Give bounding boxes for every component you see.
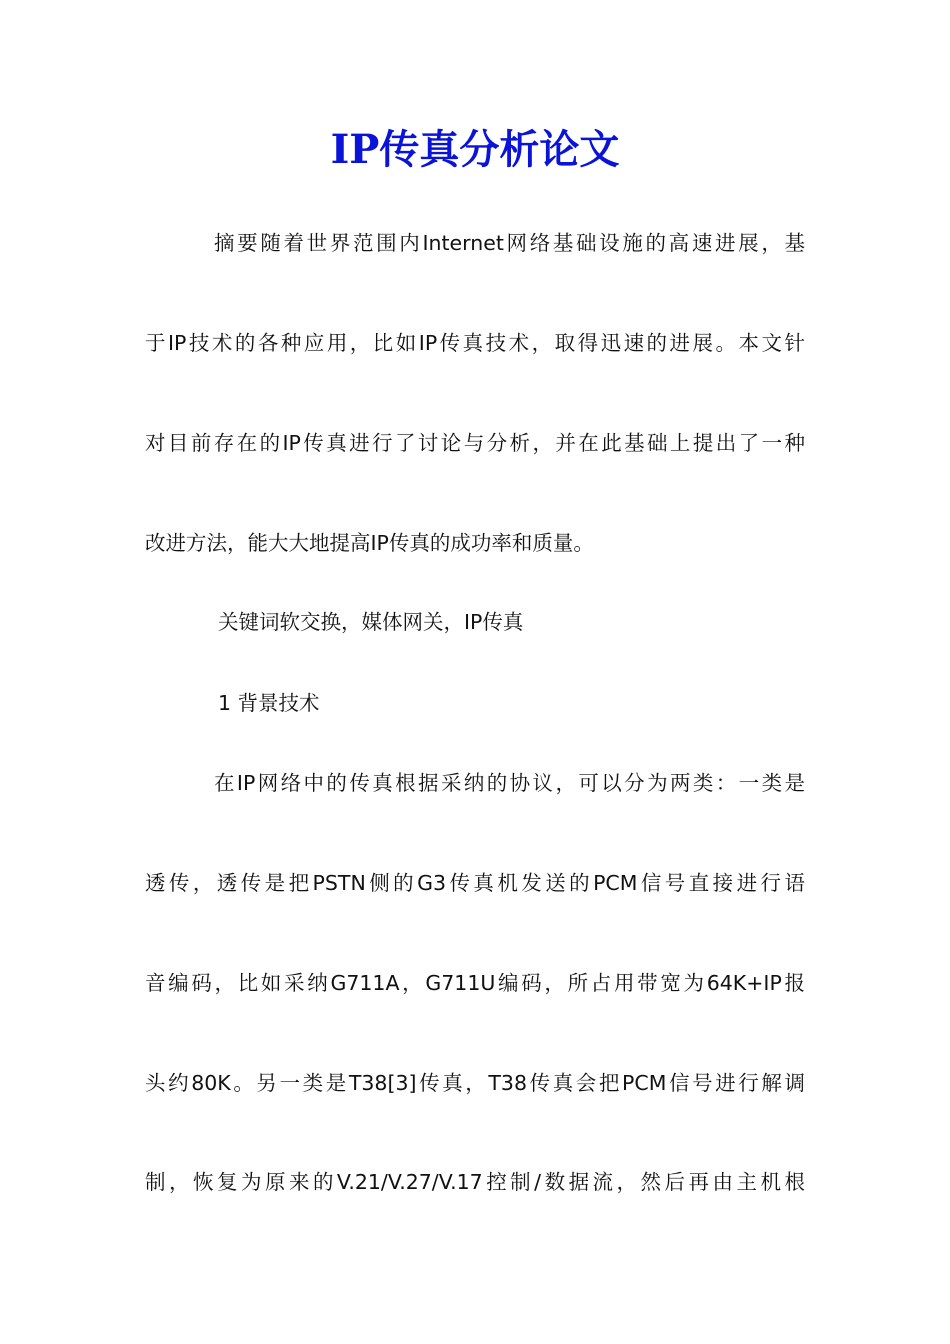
abstract-line-3: 对目前存在的IP传真进行了讨论与分析，并在此基础上提出了一种 bbox=[145, 431, 805, 455]
document-title: IP传真分析论文 bbox=[330, 126, 620, 173]
body-line-1: 在IP网络中的传真根据采纳的协议，可以分为两类：一类是 bbox=[214, 771, 805, 795]
body-line-4: 头约80K。另一类是T38[3]传真，T38传真会把PCM信号进行解调 bbox=[145, 1071, 805, 1095]
section-heading: 1 背景技术 bbox=[218, 691, 320, 715]
abstract-line-1: 摘要随着世界范围内Internet网络基础设施的高速进展，基 bbox=[214, 231, 805, 255]
body-line-2: 透传，透传是把PSTN侧的G3传真机发送的PCM信号直接进行语 bbox=[145, 871, 805, 895]
abstract-line-4: 改进方法，能大大地提高IP传真的成功率和质量。 bbox=[145, 531, 594, 555]
body-line-5: 制，恢复为原来的V.21/V.27/V.17控制/数据流，然后再由主机根 bbox=[145, 1170, 805, 1194]
keywords-line: 关键词软交换，媒体网关，IP传真 bbox=[218, 610, 524, 634]
abstract-line-2: 于IP技术的各种应用，比如IP传真技术，取得迅速的进展。本文针 bbox=[145, 331, 805, 355]
body-line-3: 音编码，比如采纳G711A，G711U编码，所占用带宽为64K+IP报 bbox=[145, 971, 805, 995]
